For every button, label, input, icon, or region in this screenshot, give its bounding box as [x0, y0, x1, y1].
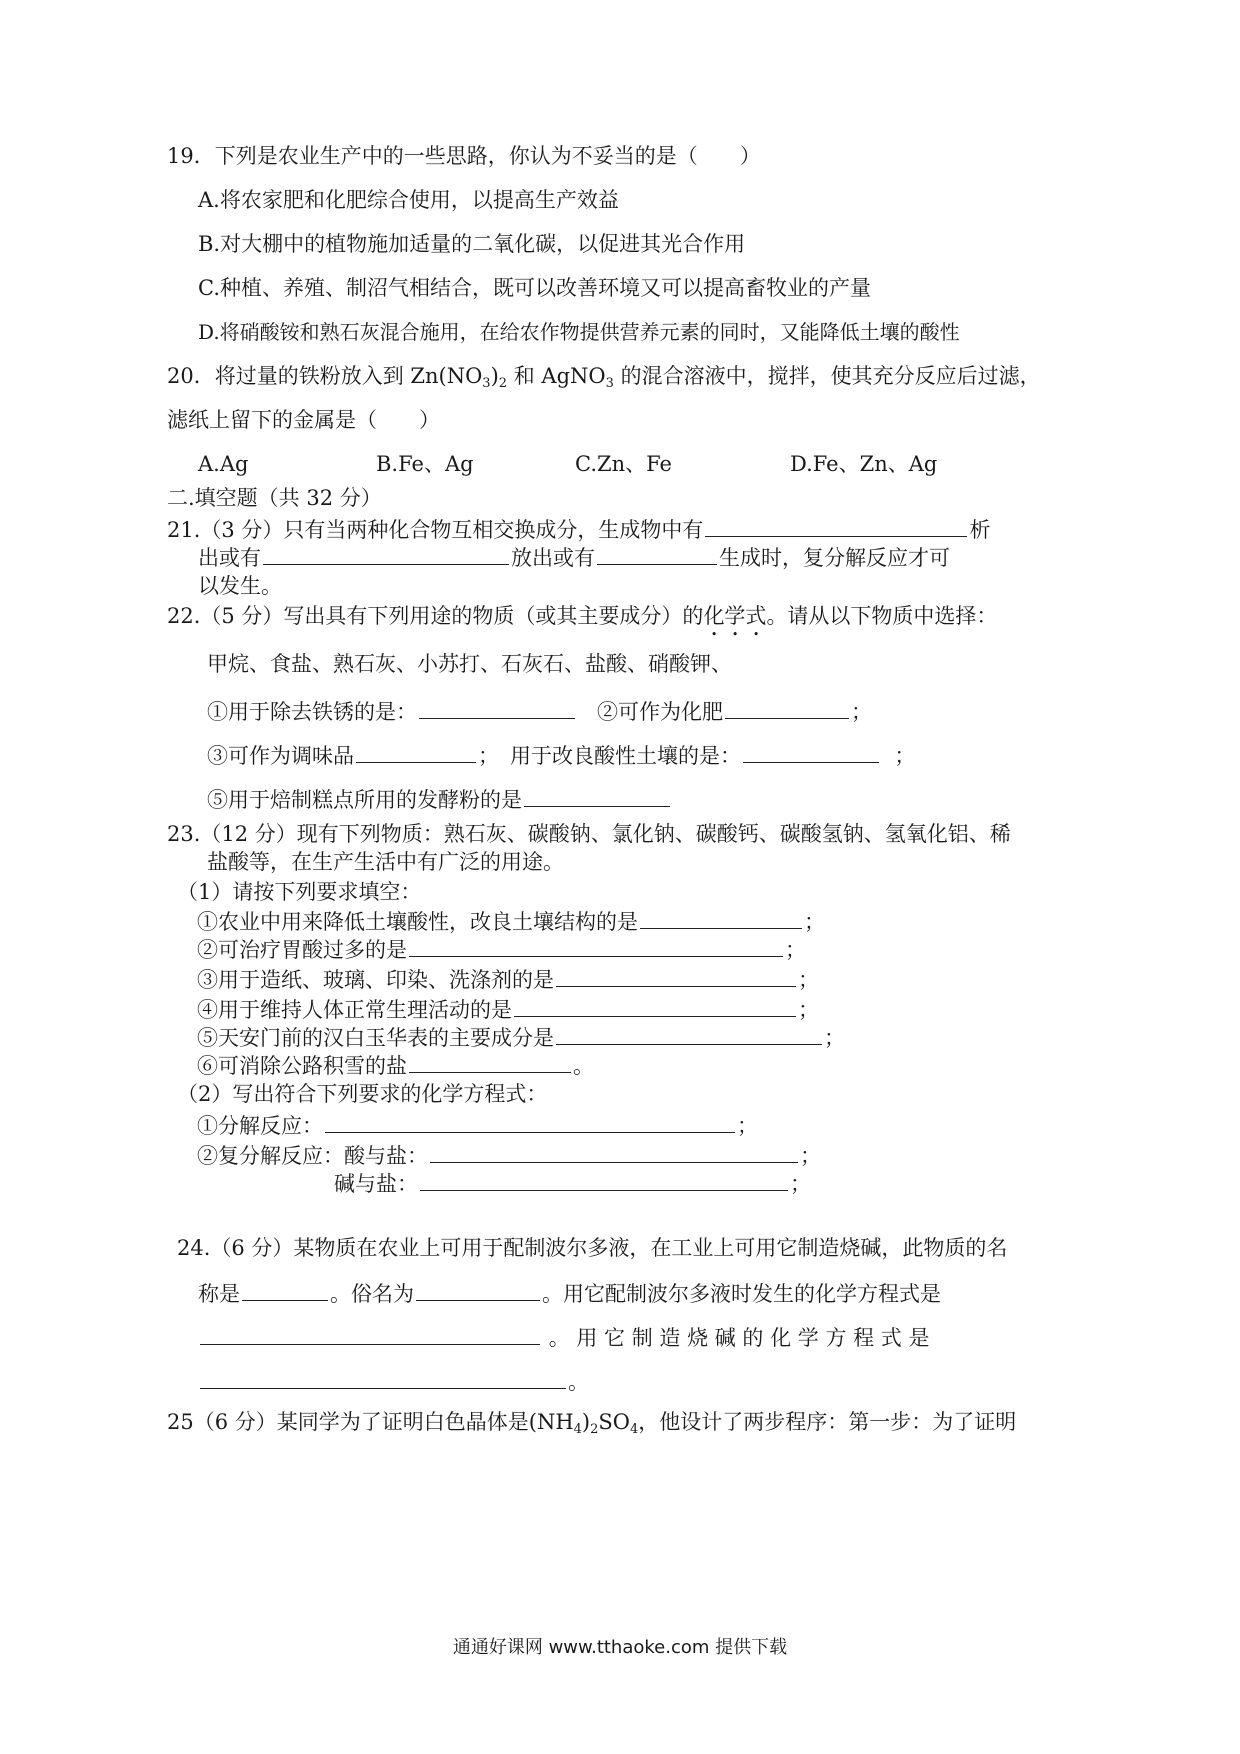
q23-stem-line2: 盐酸等，在生产生活中有广泛的用途。 — [207, 850, 564, 874]
q22-blank-4[interactable] — [743, 740, 879, 763]
q23-equation-blank-2[interactable] — [430, 1140, 798, 1163]
q21-line1: 21.（3 分）只有当两种化合物互相交换成分，生成物中有 析 — [167, 514, 990, 544]
q22-stem: 22.（5 分）写出具有下列用途的物质（或其主要成分）的化学式。请从以下物质中选择： — [167, 604, 998, 628]
q21-line2: 出或有 放出或有 生成时，复分解反应才可 — [198, 542, 950, 572]
q19-option-b: B.对大棚中的植物施加适量的二氧化碳，以促进其光合作用 — [198, 232, 746, 256]
q23-equation-1: ①分解反应： ； — [197, 1110, 758, 1140]
q22-item-4: 用于改良酸性土壤的是： ； — [510, 740, 915, 770]
q19-option-c: C.种植、养殖、制沼气相结合，既可以改善环境又可以提高畜牧业的产量 — [198, 276, 871, 300]
q24-blank-name[interactable] — [242, 1278, 328, 1301]
q21-blank-1[interactable] — [705, 514, 967, 537]
q20-option-a: A.Ag — [198, 452, 249, 476]
q23-equation-3: 碱与盐： ； — [334, 1168, 811, 1198]
q19-option-a: A.将农家肥和化肥综合使用，以提高生产效益 — [198, 188, 619, 212]
q23-item-6: ⑥可消除公路积雪的盐 。 — [197, 1050, 594, 1080]
q22-blank-2[interactable] — [725, 696, 849, 719]
q23-equation-2: ②复分解反应：酸与盐： ； — [197, 1140, 821, 1170]
q24-blank-equation-2[interactable] — [200, 1366, 566, 1389]
q22-blank-1[interactable] — [419, 696, 575, 719]
q23-blank-2[interactable] — [409, 934, 783, 957]
q21-line3: 以发生。 — [198, 574, 282, 598]
q22-item-2: ②可作为化肥 ； — [597, 696, 872, 726]
q22-blank-5[interactable] — [524, 784, 670, 807]
q25-stem: 25（6 分）某同学为了证明白色晶体是$(NH_4)_2SO_4$，他设计了两步程序：第一步：为了证明 — [167, 1410, 1017, 1437]
q20-stem: 20．将过量的铁粉放入到 $Zn(NO_3)_2$ 和 AgNO$_3$ 的混合溶液中，搅拌，使其充分反应后过滤， — [167, 364, 1041, 391]
q19-option-d: D.将硝酸铵和熟石灰混合施用，在给农作物提供营养元素的同时，又能降低土壤的酸性 — [198, 320, 960, 344]
q23-blank-6[interactable] — [409, 1050, 571, 1073]
q23-part1-heading: （1）请按下列要求填空： — [177, 880, 422, 904]
q22-item-1: ①用于除去铁锈的是： — [207, 696, 577, 726]
q20-stem-line2: 滤纸上留下的金属是（ ） — [167, 408, 440, 432]
q23-equation-blank-1[interactable] — [325, 1110, 735, 1133]
q22-blank-3[interactable] — [356, 740, 476, 763]
q23-item-2: ②可治疗胃酸过多的是 ； — [197, 934, 806, 964]
q20-option-d: D.Fe、Zn、Ag — [790, 452, 938, 476]
q23-blank-3[interactable] — [556, 964, 796, 987]
q24-blank-common-name[interactable] — [416, 1278, 540, 1301]
page-footer: 通通好课网 www.tthaoke.com 提供下载 — [452, 1637, 788, 1658]
q22-item-5: ⑤用于焙制糕点所用的发酵粉的是 — [207, 784, 672, 814]
q23-blank-4[interactable] — [514, 994, 796, 1017]
q23-part2-heading: （2）写出符合下列要求的化学方程式： — [177, 1082, 548, 1106]
q24-line4: 。 — [198, 1366, 589, 1396]
q19-stem: 19．下列是农业生产中的一些思路，你认为不妥当的是（ ） — [167, 144, 761, 168]
q23-item-5: ⑤天安门前的汉白玉华表的主要成分是 ； — [197, 1022, 845, 1052]
q23-item-1: ①农业中用来降低土壤酸性，改良土壤结构的是 ； — [197, 906, 825, 936]
q23-item-3: ③用于造纸、玻璃、印染、洗涤剂的是 ； — [197, 964, 819, 994]
q21-blank-3[interactable] — [597, 542, 717, 565]
q23-item-4: ④用于维持人体正常生理活动的是 ； — [197, 994, 819, 1024]
q23-stem: 23.（12 分）现有下列物质：熟石灰、碳酸钠、氯化钠、碳酸钙、碳酸氢钠、氢氧化铝、稀 — [167, 822, 1011, 846]
q22-substance-list: 甲烷、食盐、熟石灰、小苏打、石灰石、盐酸、硝酸钾、 — [207, 652, 732, 676]
q24-line3: 。 用 它 制 造 烧 碱 的 化 学 方 程 式 是 — [198, 1322, 929, 1352]
q23-equation-blank-3[interactable] — [420, 1168, 788, 1191]
q23-blank-1[interactable] — [640, 906, 802, 929]
q22-item-3: ③可作为调味品 ； — [207, 740, 499, 770]
q20-option-c: C.Zn、Fe — [575, 452, 672, 476]
q24-blank-equation-1[interactable] — [200, 1322, 540, 1345]
q24-line2: 称是 。俗名为 。用它配制波尔多液时发生的化学方程式是 — [198, 1278, 941, 1308]
q21-blank-2[interactable] — [263, 542, 509, 565]
q24-line1: 24.（6 分）某物质在农业上可用于配制波尔多液，在工业上可用它制造烧碱，此物质的名 — [177, 1236, 1008, 1260]
section-heading: 二.填空题（共 32 分） — [167, 486, 382, 510]
q20-option-b: B.Fe、Ag — [376, 452, 474, 476]
q23-blank-5[interactable] — [556, 1022, 822, 1045]
